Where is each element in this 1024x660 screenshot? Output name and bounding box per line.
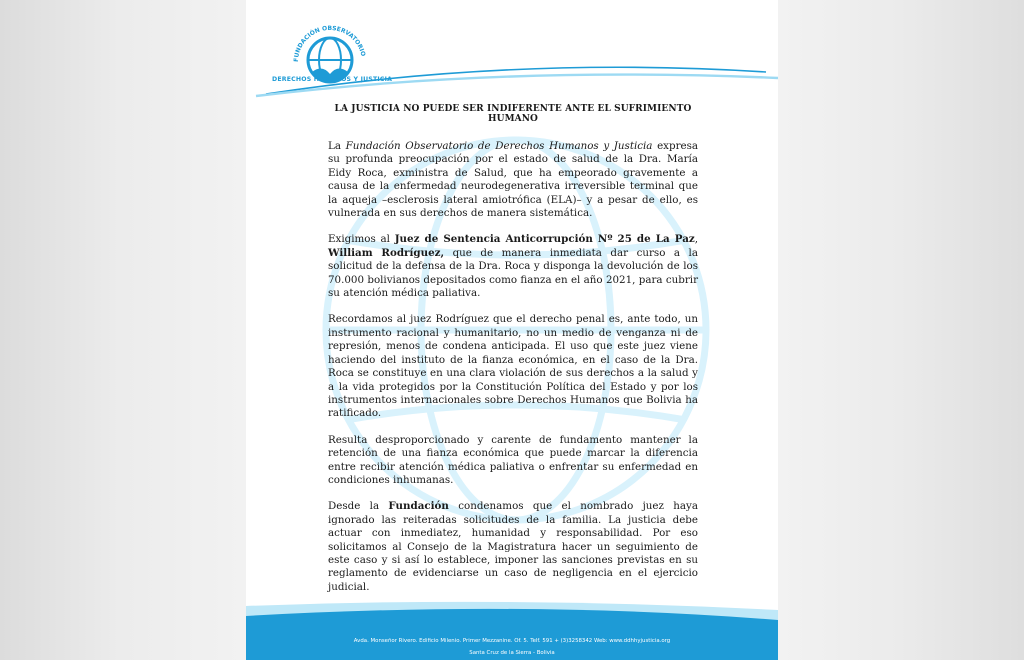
p2-separator: ,: [694, 233, 698, 246]
p5-prefix: Desde la: [328, 500, 389, 513]
letter-sheet: [246, 0, 778, 660]
footer-address: Avda. Monseñor Rivero. Edificio Milenio. Primer Mezzanine. Of. 5. Telf. 591 + (3)3258342 Web: www.ddhhyjusticia.org: [353, 638, 671, 644]
header-curve: [246, 58, 778, 98]
footer-city: Santa Cruz de la Sierra - Bolivia: [469, 650, 555, 656]
p5-text: condenamos que el nombrado juez haya ignorado las reiteradas solicitudes de la familia. La justicia debe actuar con inmediatez, humanidad y responsabilidad. Por eso solicitamos al Consejo de la Magistratura hacer un seguimiento de este caso y si así lo establece, imponer las sanciones previstas en su reglamento de evidenciarse un caso de negligencia en el ejercicio judicial.: [328, 500, 698, 593]
p1-text: expresa su profunda preocupación por el estado de salud de la Dra. María Eidy Roca, exministra de Salud, que ha empeorado gravemente a causa de la enfermedad neurodegenerativa irreversible terminal que la aqueja –esclerosis lateral amiotrófica (ELA)– y a pesar de ello, es vulnerada en sus derechos de manera sistemática.: [328, 140, 699, 220]
svg-text:FUNDACIÓN OBSERVATORIO: [293, 25, 367, 62]
p5-organization: Fundación: [388, 500, 449, 513]
paragraph-1: [328, 140, 698, 220]
paragraph-3: Recordamos al juez Rodríguez que el derecho penal es, ante todo, un instrumento racional y humanitario, no un medio de venganza ni de represión, menos de condena anticipada. El uso que este juez viene haciendo del instituto de la fianza económica, en el caso de la Dra. Roca se constituye en una clara violación de sus derechos a la salud y a la vida protegidos por la Constitución Política del Estado y por los instrumentos internacionales sobre Derechos Humanos que Bolivia ha ratificado.: [328, 313, 698, 420]
p2-judge-name: William Rodríguez,: [328, 246, 445, 259]
p1-organization: Fundación Observatorio de Derechos Humanos y Justicia: [345, 140, 653, 152]
p2-judge: Juez de Sentencia Anticorrupción Nº 25 de La Paz: [394, 233, 695, 246]
logo-arc-text: FUNDACIÓN OBSERVATORIO: [292, 24, 367, 63]
p1-prefix: La: [328, 140, 346, 152]
logo-subtitle: DERECHOS HUMANOS Y JUSTICIA: [272, 76, 393, 83]
paragraph-2: [328, 233, 698, 300]
letter-body: [328, 104, 698, 619]
p2-prefix: Exigimos al: [328, 233, 395, 246]
paragraph-5: [328, 500, 698, 594]
document-title: LA JUSTICIA NO PUEDE SER INDIFERENTE ANTE EL SUFRIMIENTO HUMANO: [334, 104, 692, 124]
p2-text: que de manera inmediata dar curso a la solicitud de la defensa de la Dra. Roca y disponga la devolución de los 70.000 bolivianos depositados como fianza en el año 2021, para cubrir su atención médica paliativa.: [328, 246, 698, 300]
paragraph-4: Resulta desproporcionado y carente de fundamento mantener la retención de una fianza económica que puede marcar la diferencia entre recibir atención médica paliativa o enfrentar su enfermedad en condiciones inhumanas.: [328, 433, 698, 486]
